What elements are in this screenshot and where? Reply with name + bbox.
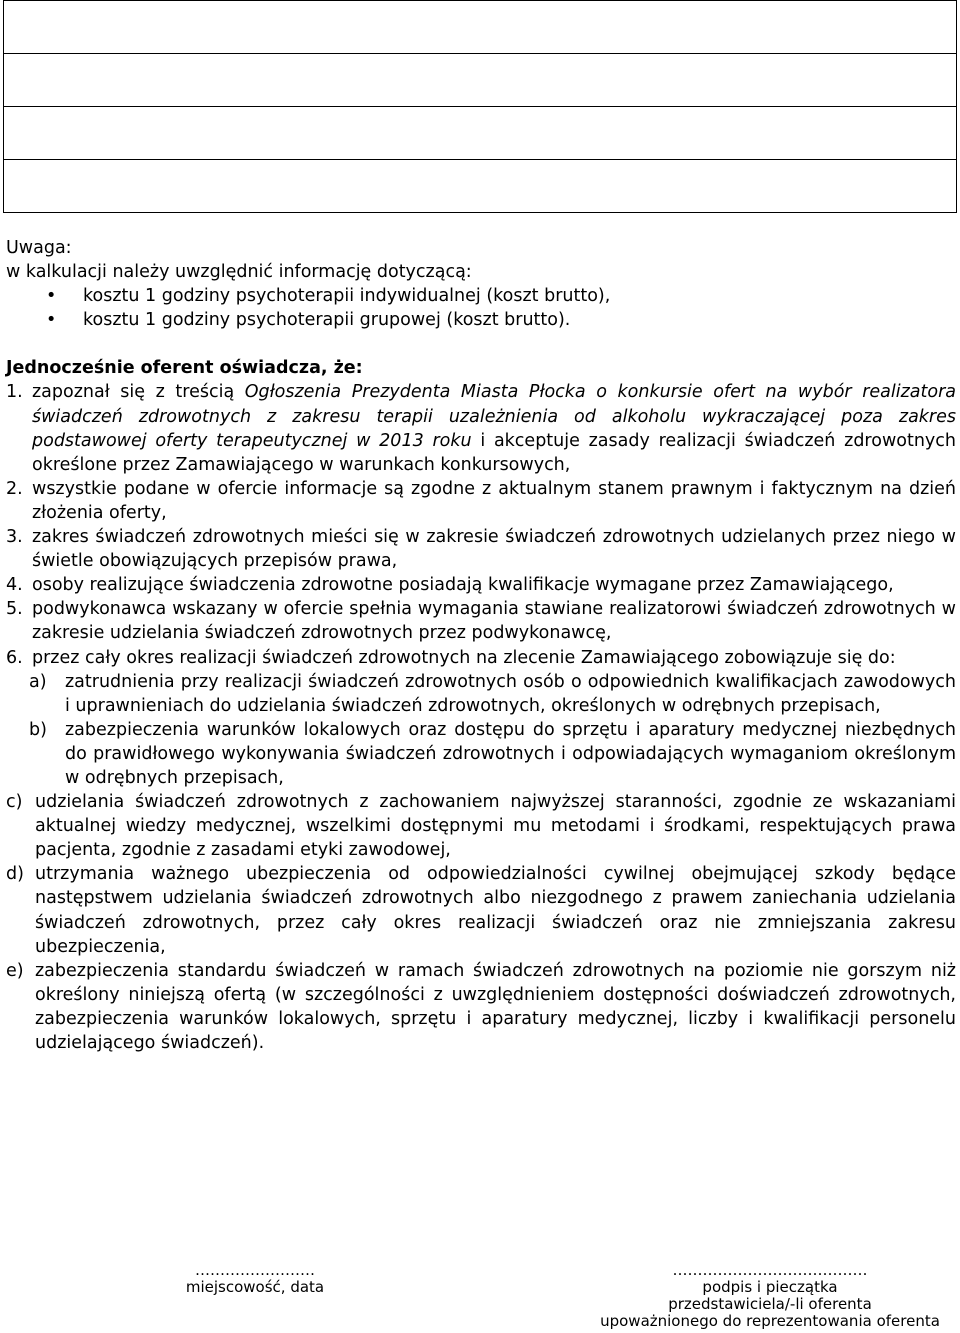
signature-area xyxy=(0,1262,960,1332)
item-text: przez cały okres realizacji świadczeń zdrowotnych na zlecenie Zamawiającego zobowiązuje się do: xyxy=(32,647,896,668)
sub-item-label: c) xyxy=(6,792,23,813)
item-text: zakres świadczeń zdrowotnych mieści się w zakresie świadczeń zdrowotnych udzielanych przez niego w świetle obowiązujących przepisów prawa, xyxy=(32,527,956,572)
sub-item-text: udzielania świadczeń zdrowotnych z zachowaniem najwyższej staranności, zgodnie ze wskazaniami aktualnej wiedzy medycznej, wszelkimi dostępnymi mu metodami i środkami, respektujących prawa pacjenta, zgodnie z zasadami etyki zawodowej, xyxy=(35,792,956,861)
table-row xyxy=(4,1,957,54)
sub-item-d xyxy=(6,862,956,958)
sub-item-label: d) xyxy=(6,864,24,885)
item-number: 2. xyxy=(6,478,23,499)
item1-text-italic: Ogłoszenia Prezydenta Miasta Płocka o konkursie ofert na wybór realizatora świadczeń zdrowotnych z zakresu terapii uzależnienia od alkoholu wykraczającej poza zakres podstawowej oferty terapeutycznej w 2013 roku xyxy=(32,382,956,451)
table-cell xyxy=(4,54,957,107)
declaration-item-4 xyxy=(6,573,956,597)
declaration-heading: Jednocześnie oferent oświadcza, że: xyxy=(6,358,363,379)
declaration-item-2 xyxy=(6,477,956,525)
item1-text-pre: zapoznał się z treścią xyxy=(32,382,245,403)
note-bullet-list xyxy=(6,284,956,332)
item-number: 3. xyxy=(6,527,23,548)
item-number: 1. xyxy=(6,382,23,403)
item-text: osoby realizujące świadczenia zdrowotne posiadają kwalifikacje wymagane przez Zamawiającego, xyxy=(32,575,894,596)
note-bullet: • kosztu 1 godziny psychoterapii grupowej (koszt brutto). xyxy=(6,308,956,332)
sub-item-e xyxy=(6,959,956,1055)
note-intro: w kalkulacji należy uwzględnić informację dotyczącą: xyxy=(6,262,472,283)
table-row xyxy=(4,107,957,160)
declaration-item-6 xyxy=(6,646,956,670)
item1-text-post: i akceptuje zasady realizacji świadczeń zdrowotnych określone przez Zamawiającego w warunkach konkursowych, xyxy=(32,430,956,475)
sub-item-a xyxy=(6,670,956,718)
authorized-label: upoważnionego do reprezentowania oferenta xyxy=(600,1312,940,1330)
item-text: podwykonawca wskazany w ofercie spełnia wymagania stawiane realizatorowi świadczeń zdrowotnych w zakresie udzielania świadczeń zdrowotnych przez podwykonawcę, xyxy=(32,599,956,644)
sub-item-label: b) xyxy=(29,719,47,740)
place-date-block xyxy=(140,1262,370,1296)
table-cell xyxy=(4,1,957,54)
sub-item-label: e) xyxy=(6,960,24,981)
sub-item-text: zabezpieczenia warunków lokalowych oraz dostępu do sprzętu i aparatury medycznej niezbędnych do prawidłowego wykonywania świadczeń zdrowotnych i odpowiadających wymaganiom określonym w odrębnych przepisach, xyxy=(65,719,956,788)
table-cell xyxy=(4,160,957,213)
table-cell xyxy=(4,107,957,160)
place-date-label: miejscowość, data xyxy=(185,1278,325,1296)
sub-item-b xyxy=(6,718,956,790)
item-number: 4. xyxy=(6,575,23,596)
sub-item-text: zabezpieczenia standardu świadczeń w ramach świadczeń zdrowotnych na poziomie nie gorszym niż określony niniejszą ofertą (w szczególności z uwzględnieniem dostępności doświadczeń zdrowotnych, zabezpieczenia warunków lokalowych, sprzętu i aparatury medycznej, liczby i kwalifikacji personelu udzielającego świadczeń). xyxy=(35,960,956,1053)
item-number: 6. xyxy=(6,647,23,668)
sub-item-label: a) xyxy=(29,671,47,692)
item-number: 5. xyxy=(6,599,23,620)
declaration-item-1 xyxy=(6,380,956,476)
table-row xyxy=(4,160,957,213)
sub-item-text: zatrudnienia przy realizacji świadczeń zdrowotnych osób o odpowiednich kwalifikacjach zawodowych i uprawnieniach do udzielania świadczeń zdrowotnych, określonych w odrębnych przepisach, xyxy=(65,671,956,716)
sub-item-text: utrzymania ważnego ubezpieczenia od odpowiedzialności cywilnej obejmującej szkody będące następstwem udzielania świadczeń zdrowotnych albo niezgodnego z prawem zaniechania udzielania świadczeń zdrowotnych, przez cały okres realizacji świadczeń oraz nie zmniejszania zakresu ubezpieczenia, xyxy=(35,864,956,957)
header-table xyxy=(3,0,957,213)
sub-item-c xyxy=(6,790,956,862)
declaration-item-3 xyxy=(6,525,956,573)
signature-block xyxy=(585,1262,955,1330)
signature-dots: ………………………………… xyxy=(672,1261,868,1279)
note-title: Uwaga: xyxy=(6,238,72,258)
note-bullet: • kosztu 1 godziny psychoterapii indywidualnej (koszt brutto), xyxy=(6,284,956,308)
table-row xyxy=(4,54,957,107)
declaration-item-5 xyxy=(6,597,956,645)
document-body xyxy=(6,236,956,1055)
item-text: wszystkie podane w ofercie informacje są zgodne z aktualnym stanem prawnym i faktycznym na dzień złożenia oferty, xyxy=(32,478,956,523)
representative-label: przedstawiciela/-li oferenta xyxy=(668,1295,872,1313)
place-date-dots: …………………… xyxy=(195,1261,315,1279)
signature-label: podpis i pieczątka xyxy=(702,1278,838,1296)
